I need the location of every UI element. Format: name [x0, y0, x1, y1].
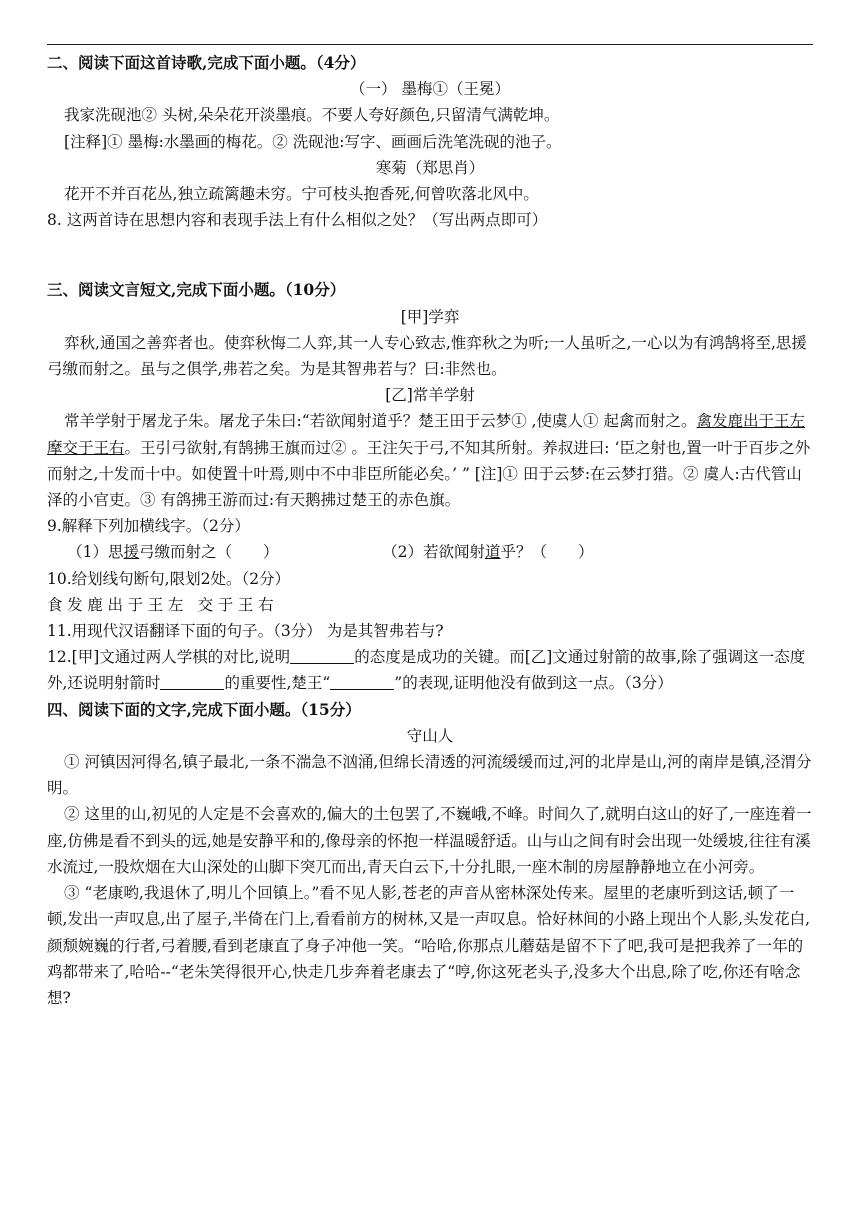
poem1-text: 我家洗砚池② 头树,朵朵花开淡墨痕。不要人夸好颜色,只留清气满乾坤。 [64, 106, 560, 125]
text-b-title: [乙]常羊学射 [385, 386, 475, 405]
story-title: 守山人 [406, 726, 454, 745]
text-a-title: [甲]学弈 [400, 307, 460, 326]
answer-blank-1[interactable] [290, 648, 354, 665]
section-4-heading: 四、阅读下面的文字,完成下面小题。（15分） [47, 699, 361, 719]
poem1-note: [注释]① 墨梅:水墨画的梅花。② 洗砚池:写字、画画后洗笔洗砚的池子。 [64, 132, 562, 151]
story-paragraph-3: ③ “老康哟,我退休了,明儿个回镇上。”看不见人影,苍老的声音从密林深处传来。屋里的老康听到这话,顿了一顿,发出一声叹息,出了屋子,半倚在门上,看看前方的树林,又是一声叹息。恰好林间的小路上现出个人影,头发花白,颜颓婉巍的行者,弓着腰,看到老康直了身子冲他一笑。“哈哈,你那点儿蘑菇是留不下了吧,我可是把我养了一年的鸡都带来了,哈哈--“老朱笑得很开心,快走几步奔着老康去了“哼,你这死老头子,没多大个出息,除了吃,你还有啥念想? [47, 884, 810, 1007]
poem2-title: 寒菊（郑思肖） [375, 158, 485, 177]
text-a-body: 弈秋,通国之善弈者也。使弈秋悔二人弈,其一人专心致志,惟弈秋之为听;一人虽听之,一心以为有鸿鹄将至,思援弓缴而射之。虽与之俱学,弗若之矣。为是其智弗若与？曰:非然也。 [47, 333, 807, 379]
question-10-sentence: 食发鹿出于王左 交于王右 [47, 595, 279, 614]
exam-page [47, 50, 813, 1011]
text-b-part-2: 。王引弓欲射,有鹄拂王旗而过② 。王注矢于弓,不知其所射。养叔进曰: ‘臣之射也,置一叶于百步之外而射之,十发而十中。如使置十叶焉,则中不中非臣所能必矣。’ ” [注]① 田于云梦:在云梦打猎。② 虞人:古代管山泽的小官吏。③ 有鸽拂王游而过:有天鹅拂过楚王的赤色旗。 [47, 438, 811, 510]
poem1-title: （一） 墨梅①（王冕） [350, 80, 510, 99]
underlined-char-dao: 道 [485, 543, 501, 562]
underlined-sentence: 禽发鹿出于王左摩交于王右 [47, 412, 805, 457]
question-8: 8. 这两首诗在思想内容和表现手法上有什么相似之处？（写出两点即可） [47, 211, 548, 230]
poem2-text: 花开不并百花丛,独立疏篱趣未穷。宁可枝头抱香死,何曾吹落北风中。 [64, 185, 539, 204]
question-11: 11.用现代汉语翻译下面的句子。（3分） 为是其智弗若与? [47, 622, 444, 641]
top-rule [47, 44, 813, 45]
underlined-char-yuan: 援 [123, 543, 140, 562]
answer-blank-2[interactable] [160, 674, 224, 691]
section-3-heading: 三、阅读文言短文,完成下面小题。（10分） [47, 280, 346, 300]
section-2-heading: 二、阅读下面这首诗歌,完成下面小题。（4分） [47, 53, 366, 72]
question-9-item-1: （1）思援弓缴而射之（ ） [67, 543, 279, 562]
question-9-item-2: （2）若欲闻射道乎？（ ） [382, 543, 594, 562]
text-b-body [47, 408, 813, 513]
answer-blank-3[interactable] [330, 674, 394, 691]
question-12: 12.[甲]文通过两人学棋的对比,说明 的态度是成功的关键。而[乙]文通过射箭的故事,除了强调这一态度外,还说明射箭时 的重要性,楚王“ ”的表现,证明他没有做到这一点。（3分） [47, 648, 806, 693]
question-9-items [47, 539, 813, 565]
story-paragraph-2: ② 这里的山,初见的人定是不会喜欢的,偏大的土包罢了,不巍峨,不峰。时间久了,就明白这山的好了,一座连着一座,仿佛是看不到头的远,她是安静平和的,像母亲的怀抱一样温暖舒适。山与山之间有时会出现一处缓坡,往往有溪水流过,一股炊烟在大山深处的山脚下突兀而出,青天白云下,十分扎眼,一座木制的房屋静静地立在小河旁。 [47, 805, 812, 876]
story-paragraph-1: ① 河镇因河得名,镇子最北,一条不湍急不汹涌,但绵长清透的河流缓缓而过,河的北岸是山,河的南岸是镇,泾渭分明。 [47, 753, 812, 798]
question-9: 9.解释下列加横线字。（2分） [47, 517, 250, 536]
question-10: 10.给划线句断句,限划2处。（2分） [47, 569, 291, 588]
text-b-part-1: 常羊学射于屠龙子朱。屠龙子朱曰:“若欲闻射道乎？楚王田于云梦① ,使虞人① 起禽而射之。 [64, 412, 697, 431]
